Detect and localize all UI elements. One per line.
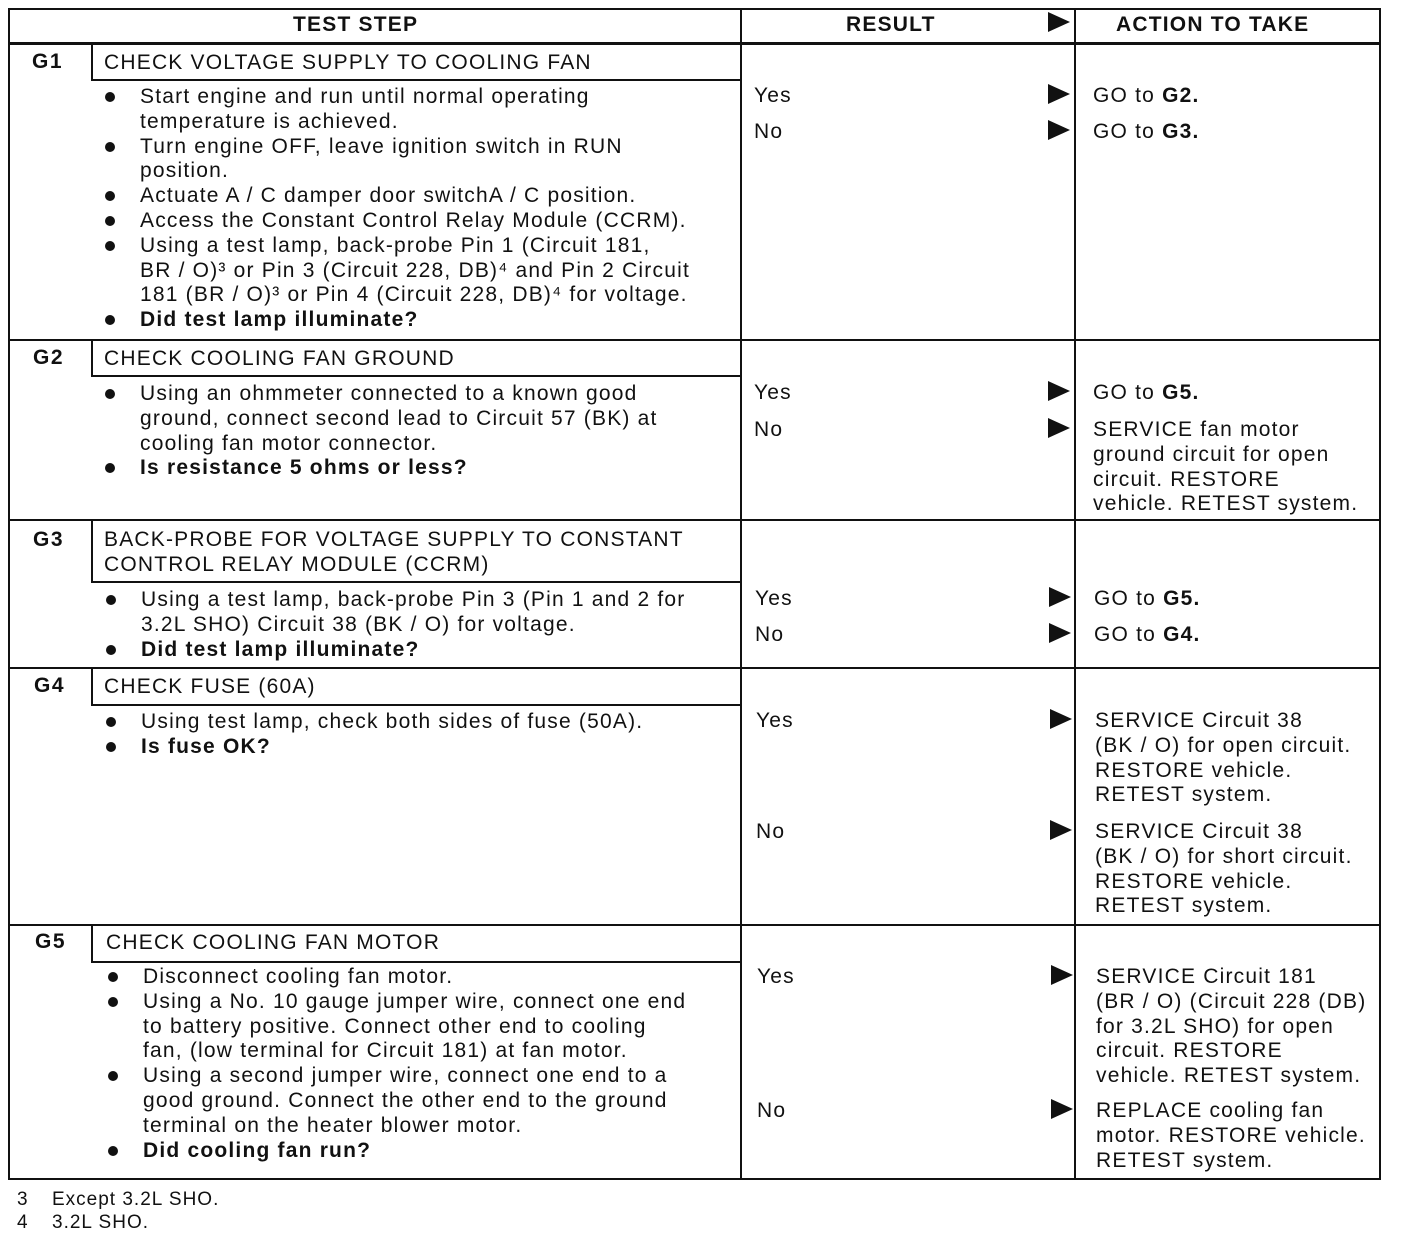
instruction-text: Turn engine OFF, leave ignition switch in RUN position. bbox=[140, 134, 623, 183]
action-text: GO to bbox=[1093, 84, 1163, 107]
step-g3-result-no bbox=[743, 623, 1379, 648]
title-underline bbox=[91, 704, 741, 706]
result-label: Yes bbox=[754, 84, 792, 107]
step-g1-instruction bbox=[104, 234, 724, 308]
step-g3-instruction bbox=[105, 588, 725, 638]
instruction-text: Using a No. 10 gauge jumper wire, connect one end to battery positive. Connect other end to cooling fan, (low terminal for Circuit 181) at fan motor. bbox=[143, 989, 687, 1063]
step-g5-id: G5 bbox=[35, 930, 67, 953]
bullet-icon bbox=[105, 92, 115, 102]
instruction-text: Using test lamp, check both sides of fuse (50A). bbox=[141, 710, 644, 733]
arrow-right-icon bbox=[1051, 965, 1073, 985]
action-to-take: SERVICE Circuit 38 (BK / O) for short circuit. RESTORE vehicle. RETEST system. bbox=[1095, 820, 1353, 918]
step-g4-question bbox=[105, 735, 725, 760]
step-g5-question bbox=[107, 1139, 727, 1164]
footnote-mark: 4 bbox=[17, 1212, 29, 1233]
step-g5-instructions bbox=[107, 965, 727, 1163]
arrow-right-icon bbox=[1048, 418, 1070, 438]
step-g1-question bbox=[104, 308, 724, 333]
arrow-right-icon bbox=[1048, 120, 1070, 140]
instruction-text: Using an ohmmeter connected to a known good ground, connect second lead to Circuit 57 (BK) at cooling fan motor connector. bbox=[140, 382, 658, 455]
question-text: Is fuse OK? bbox=[141, 734, 271, 758]
action-text: GO to bbox=[1094, 587, 1164, 610]
footnote-text: Except 3.2L SHO. bbox=[52, 1189, 220, 1210]
action-to-take bbox=[1093, 381, 1200, 406]
result-label: Yes bbox=[754, 381, 792, 404]
header-result: RESULT bbox=[846, 13, 936, 36]
column-divider-result bbox=[740, 8, 742, 1180]
bullet-icon bbox=[105, 191, 115, 201]
step-id-divider bbox=[91, 521, 93, 582]
bullet-icon bbox=[108, 1071, 118, 1081]
header-arrow-right-icon bbox=[1048, 12, 1070, 32]
row-divider bbox=[8, 519, 1381, 521]
row-divider bbox=[8, 667, 1381, 669]
header-test-step: TEST STEP bbox=[293, 13, 419, 36]
bullet-icon bbox=[108, 997, 118, 1007]
header-divider bbox=[8, 42, 1381, 45]
result-label: Yes bbox=[755, 587, 793, 610]
step-id-divider bbox=[91, 341, 93, 376]
arrow-right-icon bbox=[1051, 1099, 1073, 1119]
action-text: GO to bbox=[1094, 623, 1164, 646]
step-g1-instruction bbox=[104, 135, 724, 185]
action-to-take: SERVICE Circuit 38 (BK / O) for open circuit. RESTORE vehicle. RETEST system. bbox=[1095, 709, 1352, 807]
step-g5-title: CHECK COOLING FAN MOTOR bbox=[106, 931, 441, 954]
title-underline bbox=[91, 375, 741, 377]
action-target-step: G2. bbox=[1162, 84, 1200, 107]
step-g2-instruction bbox=[104, 382, 724, 456]
action-target-step: G3. bbox=[1162, 120, 1200, 143]
step-g5-result-yes bbox=[745, 965, 1381, 1088]
step-g3-instructions bbox=[105, 588, 725, 662]
result-label: No bbox=[755, 623, 785, 646]
step-g2-result-no bbox=[742, 418, 1378, 516]
question-text: Did cooling fan run? bbox=[143, 1138, 372, 1162]
arrow-right-icon bbox=[1049, 587, 1071, 607]
bullet-icon bbox=[105, 315, 115, 325]
footnote-text: 3.2L SHO. bbox=[52, 1212, 150, 1233]
row-divider bbox=[8, 339, 1381, 341]
instruction-text: Using a test lamp, back-probe Pin 3 (Pin 1 and 2 for 3.2L SHO) Circuit 38 (BK / O) for voltage. bbox=[141, 588, 686, 636]
step-g1-instruction bbox=[104, 85, 724, 135]
step-g4-result-yes bbox=[744, 709, 1380, 807]
bullet-icon bbox=[105, 142, 115, 152]
action-to-take: SERVICE Circuit 181 (BR / O) (Circuit 228 (DB) for 3.2L SHO) for open circuit. RESTORE vehicle. RETEST system. bbox=[1096, 965, 1367, 1088]
step-g3-question bbox=[105, 638, 725, 663]
step-id-divider bbox=[91, 926, 93, 962]
instruction-text: Using a test lamp, back-probe Pin 1 (Circuit 181, BR / O)³ or Pin 3 (Circuit 228, DB)⁴ and Pin 2 Circuit 181 (BR / O)³ or Pin 4 (Circuit 228, DB)⁴ for voltage. bbox=[140, 233, 690, 307]
question-text: Is resistance 5 ohms or less? bbox=[140, 456, 468, 480]
action-target-step: G5. bbox=[1163, 587, 1201, 610]
instruction-text: Start engine and run until normal operating temperature is achieved. bbox=[140, 85, 590, 133]
step-g1-result-no bbox=[742, 120, 1378, 145]
step-g2-instructions bbox=[104, 382, 724, 481]
bullet-icon bbox=[106, 717, 116, 727]
step-g5-instruction bbox=[107, 1064, 727, 1138]
step-g4-instructions bbox=[105, 710, 725, 760]
step-g4-result-no bbox=[744, 820, 1380, 918]
bullet-icon bbox=[108, 1146, 118, 1156]
instruction-text: Access the Constant Control Relay Module (CCRM). bbox=[140, 208, 687, 232]
action-text: GO to bbox=[1093, 120, 1163, 143]
action-target-step: G5. bbox=[1162, 381, 1200, 404]
action-to-take bbox=[1093, 84, 1200, 109]
step-g1-result-yes bbox=[742, 84, 1378, 109]
action-text: GO to bbox=[1093, 381, 1163, 404]
step-g3-result-yes bbox=[743, 587, 1379, 612]
action-to-take bbox=[1093, 120, 1200, 145]
arrow-right-icon bbox=[1048, 84, 1070, 104]
question-text: Did test lamp illuminate? bbox=[140, 308, 419, 332]
action-to-take: REPLACE cooling fan motor. RESTORE vehicle. RETEST system. bbox=[1096, 1099, 1366, 1172]
instruction-text: Using a second jumper wire, connect one end to a good ground. Connect the other end to the ground terminal on the heater blower motor. bbox=[143, 1064, 668, 1137]
bullet-icon bbox=[105, 241, 115, 251]
result-label: No bbox=[756, 820, 786, 843]
step-g1-instructions bbox=[104, 85, 724, 333]
bullet-icon bbox=[105, 463, 115, 473]
step-g1-title: CHECK VOLTAGE SUPPLY TO COOLING FAN bbox=[104, 51, 592, 74]
bullet-icon bbox=[106, 645, 116, 655]
result-label: No bbox=[754, 120, 784, 143]
step-g5-instruction bbox=[107, 990, 727, 1064]
title-underline bbox=[91, 961, 741, 963]
step-g4-title: CHECK FUSE (60A) bbox=[104, 675, 316, 698]
step-g5-result-no bbox=[745, 1099, 1381, 1172]
bullet-icon bbox=[108, 972, 118, 982]
step-g5-instruction bbox=[107, 965, 727, 990]
step-g3-id: G3 bbox=[33, 528, 65, 551]
arrow-right-icon bbox=[1050, 709, 1072, 729]
step-g2-title: CHECK COOLING FAN GROUND bbox=[104, 347, 455, 370]
arrow-right-icon bbox=[1050, 820, 1072, 840]
step-g1-instruction bbox=[104, 209, 724, 234]
question-text: Did test lamp illuminate? bbox=[141, 637, 420, 661]
step-g2-id: G2 bbox=[33, 346, 65, 369]
action-target-step: G4. bbox=[1163, 623, 1201, 646]
result-label: Yes bbox=[756, 709, 794, 732]
step-g3-title: BACK-PROBE FOR VOLTAGE SUPPLY TO CONSTANT CONTROL RELAY MODULE (CCRM) bbox=[104, 528, 684, 576]
instruction-text: Actuate A / C damper door switchA / C position. bbox=[140, 184, 637, 208]
step-g4-instruction bbox=[105, 710, 725, 735]
bullet-icon bbox=[105, 389, 115, 399]
action-to-take: SERVICE fan motor ground circuit for open circuit. RESTORE vehicle. RETEST system. bbox=[1093, 418, 1359, 516]
row-divider bbox=[8, 924, 1381, 926]
result-label: Yes bbox=[757, 965, 795, 988]
result-label: No bbox=[757, 1099, 787, 1122]
title-underline bbox=[91, 79, 741, 81]
instruction-text: Disconnect cooling fan motor. bbox=[143, 965, 454, 988]
arrow-right-icon bbox=[1048, 381, 1070, 401]
bullet-icon bbox=[106, 595, 116, 605]
action-to-take bbox=[1094, 587, 1201, 612]
step-id-divider bbox=[91, 44, 93, 80]
step-g4-id: G4 bbox=[34, 674, 66, 697]
result-label: No bbox=[754, 418, 784, 441]
footnote-mark: 3 bbox=[17, 1189, 29, 1210]
action-to-take bbox=[1094, 623, 1201, 648]
bullet-icon bbox=[105, 216, 115, 226]
step-g1-instruction bbox=[104, 184, 724, 209]
bullet-icon bbox=[106, 742, 116, 752]
title-underline bbox=[91, 581, 741, 583]
step-g1-id: G1 bbox=[32, 50, 64, 73]
header-action-to-take: ACTION TO TAKE bbox=[1116, 13, 1310, 36]
step-g2-question bbox=[104, 456, 724, 481]
step-id-divider bbox=[91, 669, 93, 705]
step-g2-result-yes bbox=[742, 381, 1378, 406]
arrow-right-icon bbox=[1049, 623, 1071, 643]
